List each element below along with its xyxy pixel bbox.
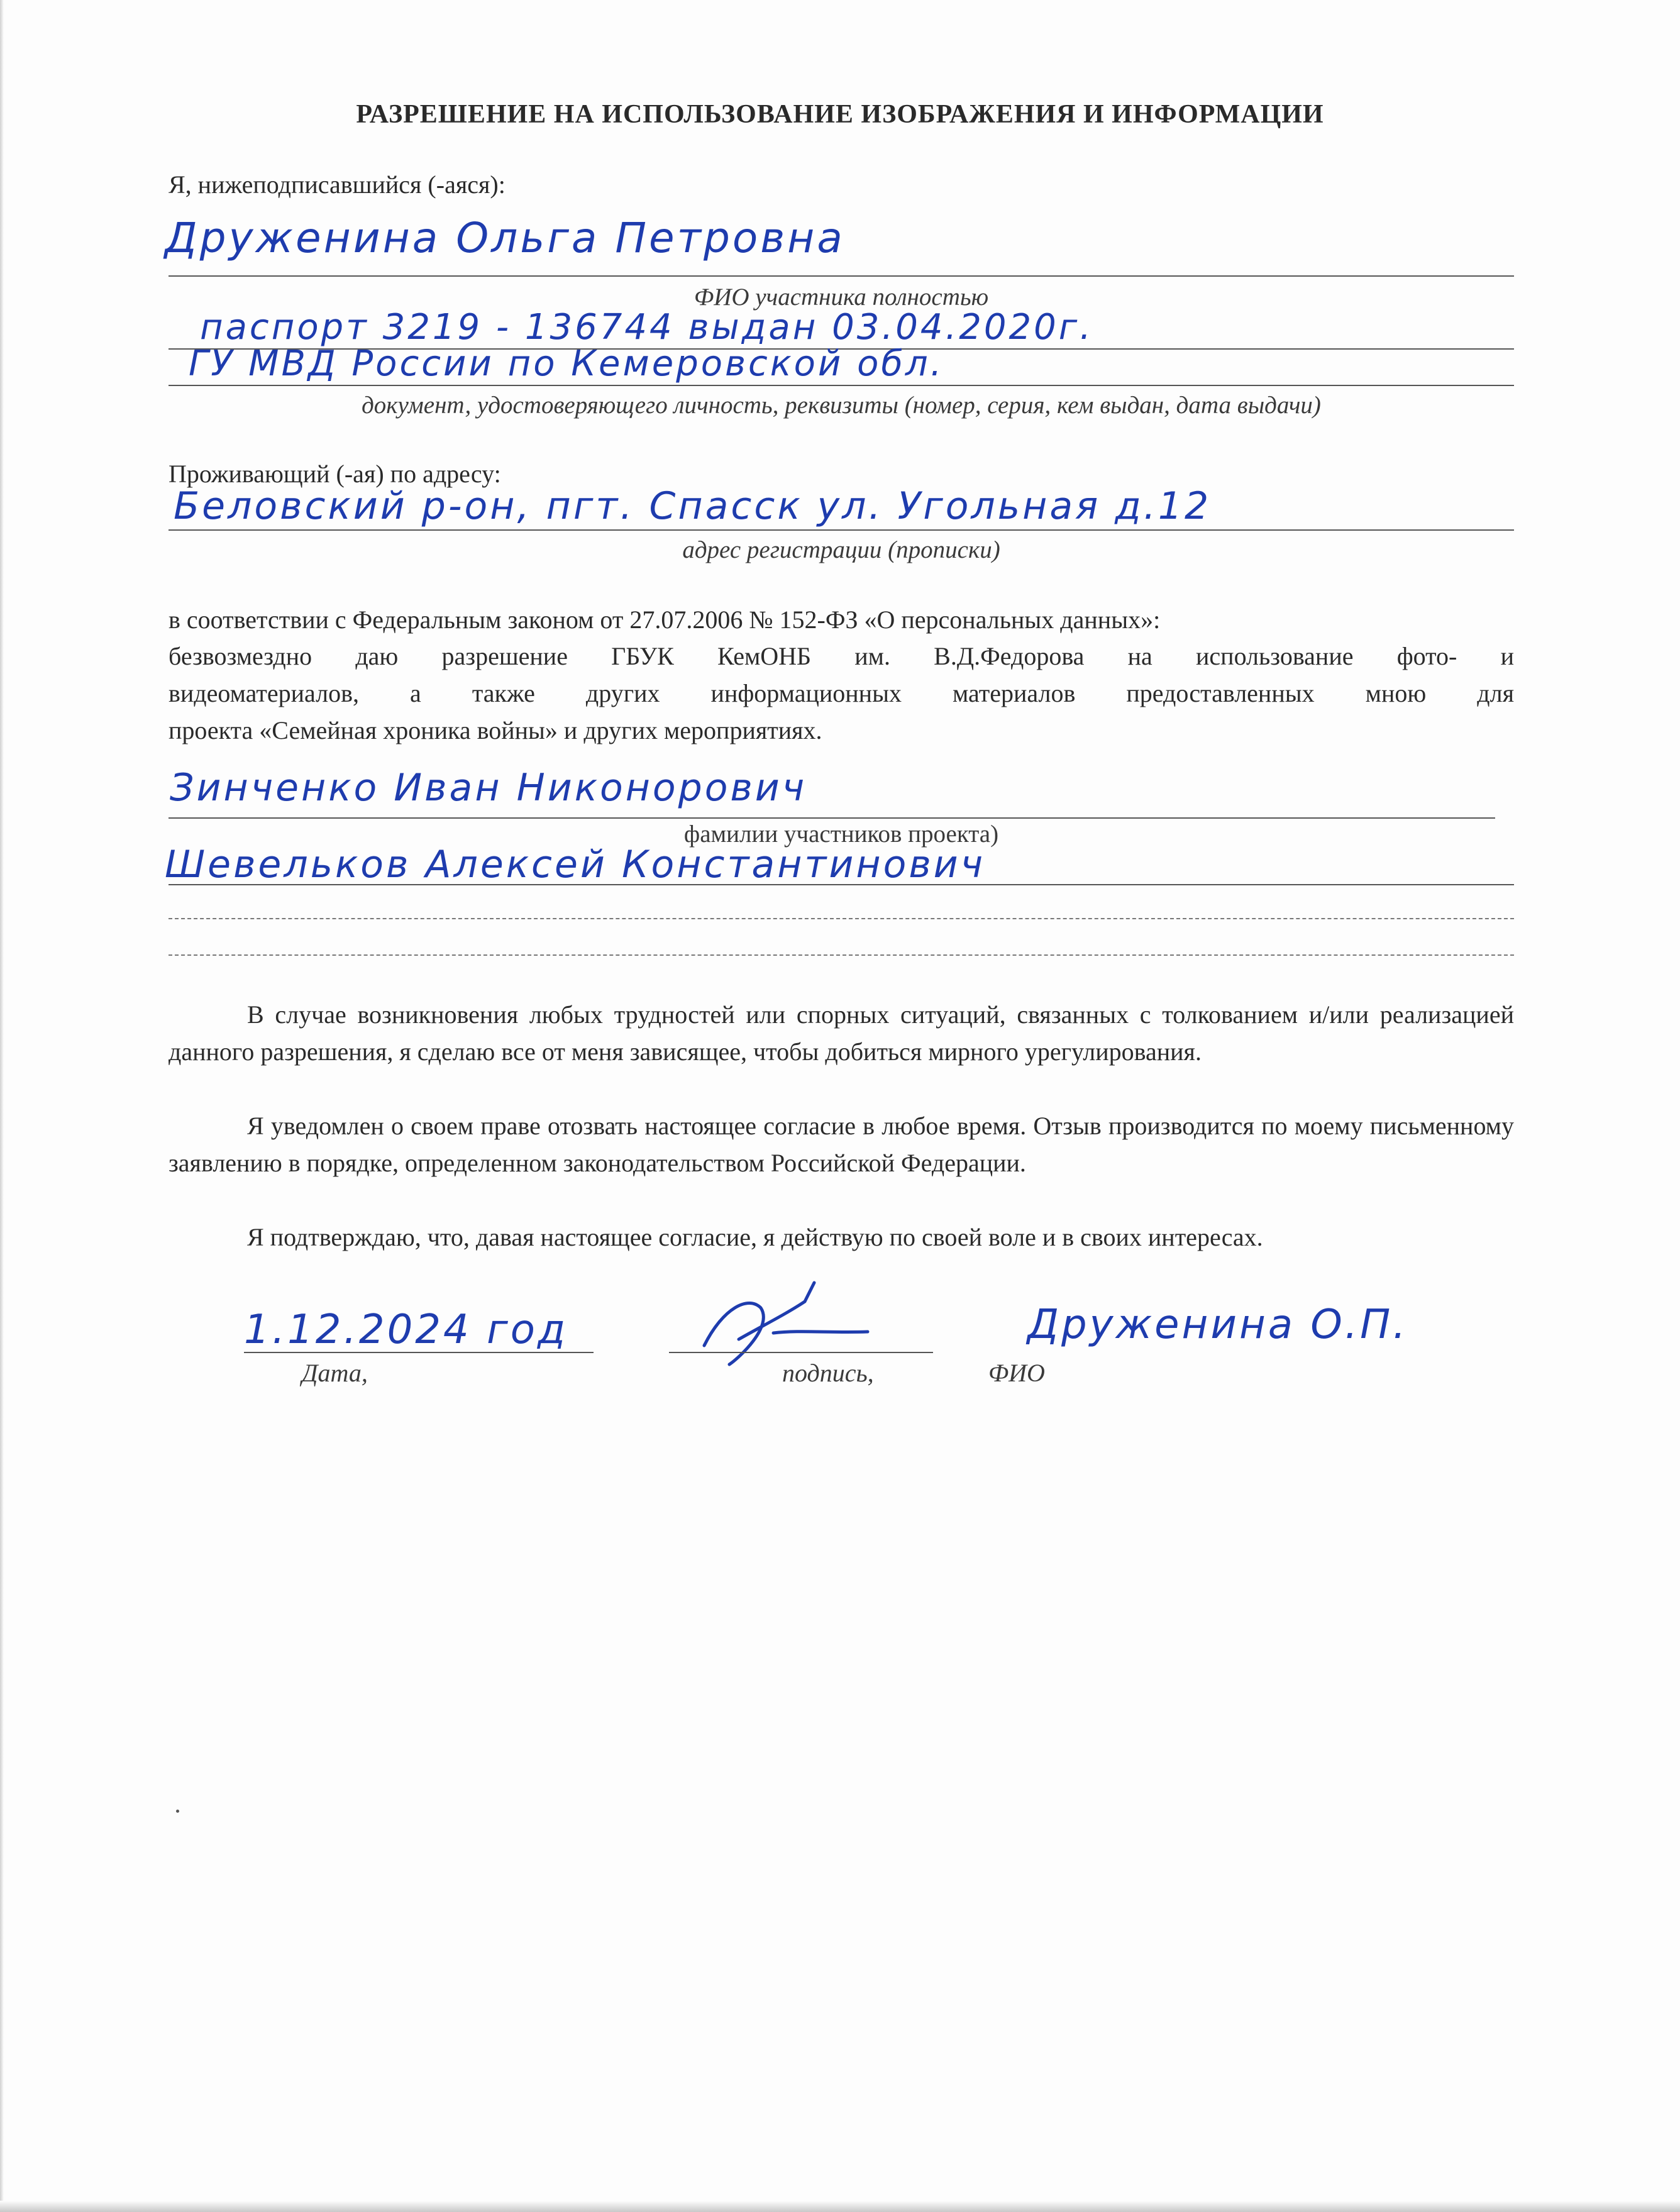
participants-line-1: [169, 817, 1495, 819]
intro-text: Я, нижеподписавшийся (-аяся):: [169, 170, 506, 199]
passport-line2: [169, 385, 1514, 386]
date-line: [244, 1352, 594, 1353]
consent-line-1: в соответствии с Федеральным законом от 27.07.2006 № 152-ФЗ «О персональных данных»:: [169, 606, 1161, 634]
participants-line-2: [169, 884, 1514, 885]
participant-handwritten-2: Шевельков Алексей Константинович: [165, 843, 986, 887]
participant-handwritten-1: Зинченко Иван Никонорович: [170, 766, 807, 810]
signature-line: [669, 1352, 933, 1353]
document-title: РАЗРЕШЕНИЕ НА ИСПОЛЬЗОВАНИЕ ИЗОБРАЖЕНИЯ И ИНФОРМАЦИИ: [356, 100, 1324, 129]
passport-handwritten-line2: ГУ МВД России по Кемеровской обл.: [189, 343, 944, 384]
fio-short-caption: ФИО: [988, 1359, 1045, 1387]
date-handwritten: 1.12.2024 год: [244, 1307, 568, 1353]
consent-line-2: безвозмездно даю разрешение ГБУК КемОНБ им. В.Д.Федорова на использование фото- и: [169, 642, 1514, 670]
consent-lines: [169, 638, 1514, 749]
scan-edge-bottom: [0, 2201, 1680, 2212]
signature-caption: подпись,: [782, 1359, 874, 1387]
document-caption: документ, удостоверяющего личность, реквизиты (номер, серия, кем выдан, дата выдачи): [362, 392, 1321, 419]
paragraph-confirm: Я подтверждаю, что, давая настоящее согласие, я действую по своей воле и в своих интересах.: [247, 1223, 1263, 1251]
paragraph-disputes: В случае возникновения любых трудностей или спорных ситуаций, связанных с толкованием и/или реализацией данного разрешения, я сделаю все от меня зависящее, чтобы добиться мирного урегулирования.: [169, 1000, 1514, 1066]
participants-caption: фамилии участников проекта): [683, 821, 999, 848]
scan-edge: [0, 0, 4, 2212]
address-handwritten: Беловский р-он, пгт. Спасск ул. Угольная д.12: [174, 484, 1212, 528]
participants-line-4: [169, 954, 1514, 956]
scan-speck: [176, 1810, 179, 1813]
fio-handwritten: Друженина Ольга Петровна: [165, 214, 845, 262]
fio-short-handwritten: Друженина О.П.: [1027, 1302, 1408, 1348]
consent-line-4: проекта «Семейная хроника войны» и других мероприятиях.: [169, 716, 822, 744]
address-label: Проживающий (-ая) по адресу:: [169, 460, 501, 488]
passport-handwritten-line1: паспорт 3219 - 136744 выдан 03.04.2020г.: [200, 307, 1093, 348]
date-caption: Дата,: [302, 1359, 368, 1387]
address-line: [169, 529, 1514, 531]
fio-line: [169, 275, 1514, 277]
paragraph-revoke: Я уведомлен о своем праве отозвать настоящее согласие в любое время. Отзыв производится по моему письменному заявлению в порядке, определенном законодательством Российской Федерации.: [169, 1112, 1514, 1177]
participants-line-3: [169, 918, 1514, 919]
fio-caption: ФИО участника полностью: [694, 284, 989, 311]
consent-line-3: видеоматериалов, а также других информационных материалов предоставленных мною для: [169, 679, 1514, 707]
address-caption: адрес регистрации (прописки): [682, 536, 1000, 563]
